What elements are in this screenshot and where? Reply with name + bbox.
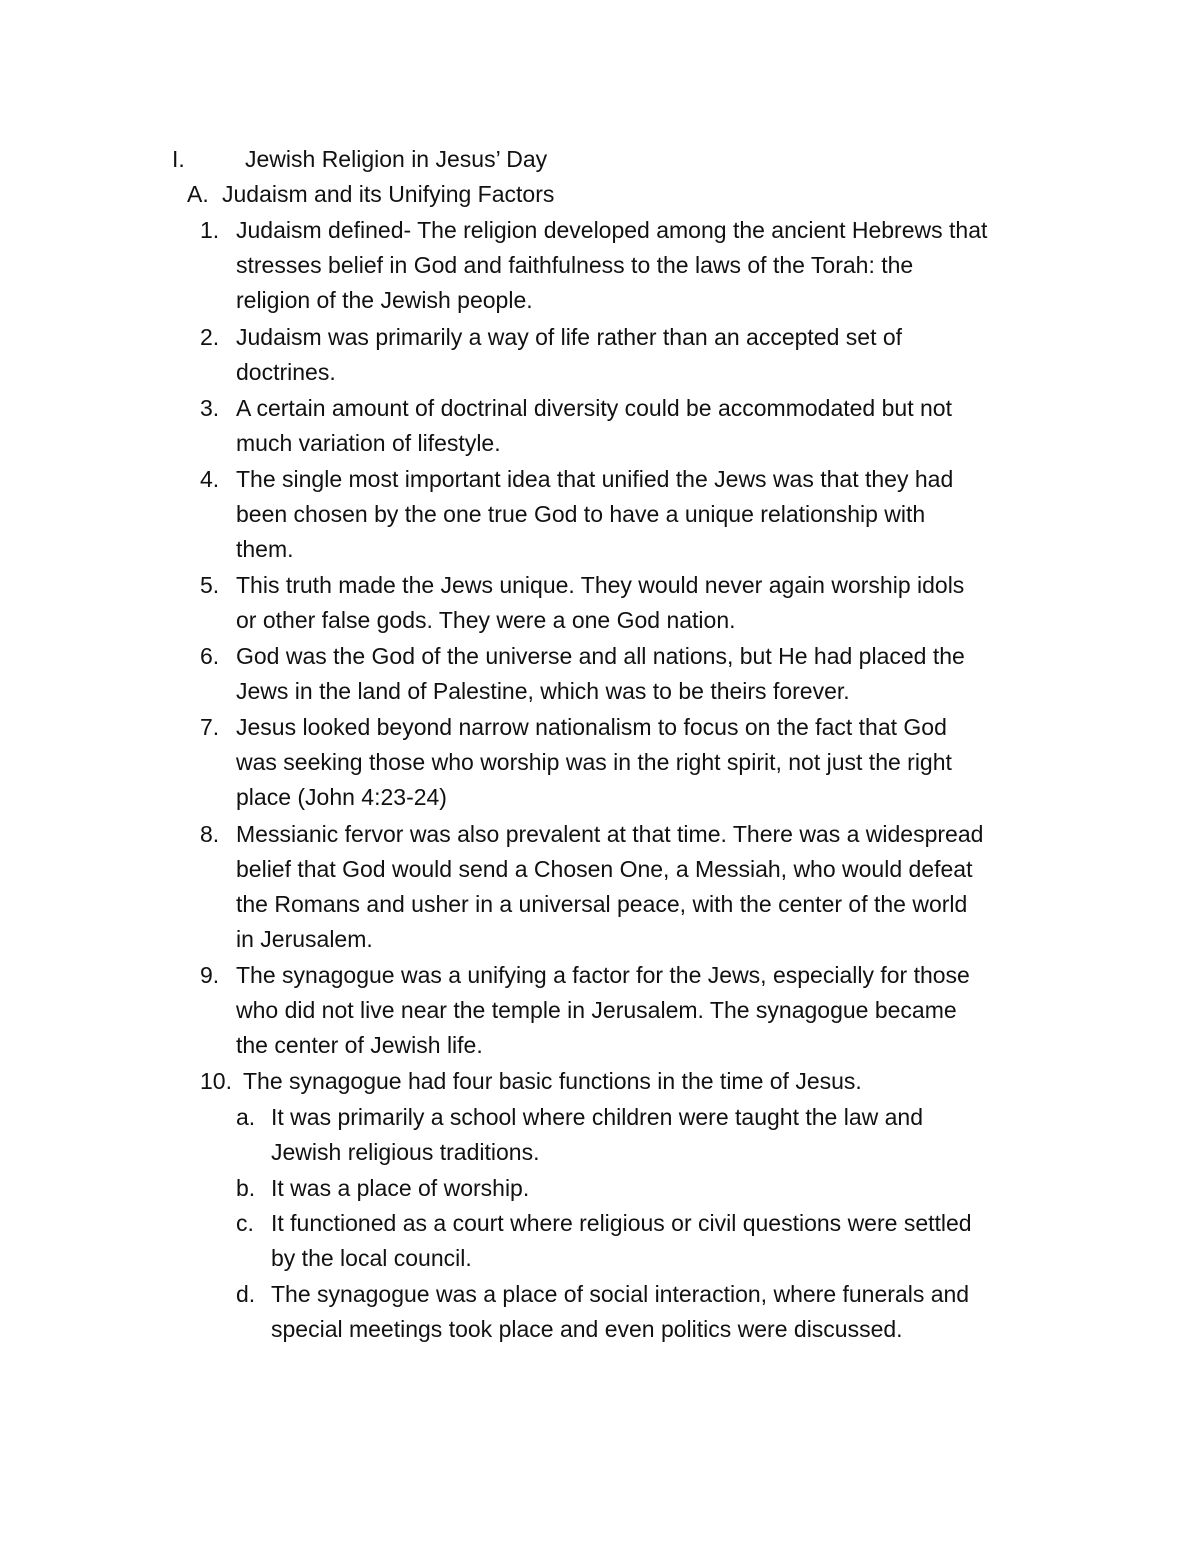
list-item-line: Judaism was primarily a way of life rather than an accepted set of <box>236 324 903 350</box>
list-item-line: the center of Jewish life. <box>236 1032 483 1058</box>
list-item-line: A certain amount of doctrinal diversity could be accommodated but not <box>236 395 952 421</box>
list-item-line: was seeking those who worship was in the right spirit, not just the right <box>236 749 952 775</box>
list-item-marker: 1. <box>200 217 220 243</box>
sub-item-marker: c. <box>236 1210 254 1236</box>
list-item-line: This truth made the Jews unique. They would never again worship idols <box>236 572 965 598</box>
list-item-marker: 7. <box>200 714 220 740</box>
list-item-line: God was the God of the universe and all nations, but He had placed the <box>236 643 965 669</box>
sub-item-line: It functioned as a court where religious or civil questions were settled <box>271 1210 972 1236</box>
list-item-marker: 6. <box>200 643 220 669</box>
list-item-marker: 4. <box>200 466 220 492</box>
sub-item-line: special meetings took place and even politics were discussed. <box>271 1316 903 1342</box>
section-heading: Jewish Religion in Jesus’ Day <box>245 146 548 172</box>
sub-item-marker: b. <box>236 1175 256 1201</box>
list-item-line: Judaism defined- The religion developed among the ancient Hebrews that <box>236 217 988 243</box>
sub-item-line: Jewish religious traditions. <box>271 1139 540 1165</box>
sub-item-line: by the local council. <box>271 1245 472 1271</box>
list-item-marker: 5. <box>200 572 220 598</box>
list-item-line: The synagogue was a unifying a factor for the Jews, especially for those <box>236 962 970 988</box>
subsection-marker: A. <box>187 181 209 207</box>
list-item-line: stresses belief in God and faithfulness to the laws of the Torah: the <box>236 252 914 278</box>
list-item-line: Messianic fervor was also prevalent at that time. There was a widespread <box>236 821 984 847</box>
list-item-line: much variation of lifestyle. <box>236 430 501 456</box>
list-item-marker: 2. <box>200 324 220 350</box>
sub-item-line: It was a place of worship. <box>271 1175 530 1201</box>
list-item-line: been chosen by the one true God to have a unique relationship with <box>236 501 926 527</box>
list-item-line: doctrines. <box>236 359 336 385</box>
sub-item-marker: a. <box>236 1104 256 1130</box>
list-item-line: The single most important idea that unified the Jews was that they had <box>236 466 954 492</box>
list-item-line: the Romans and usher in a universal peace, with the center of the world <box>236 891 968 917</box>
list-item-line: religion of the Jewish people. <box>236 287 533 313</box>
list-item-line: belief that God would send a Chosen One, a Messiah, who would defeat <box>236 856 973 882</box>
subsection-heading: Judaism and its Unifying Factors <box>222 181 555 207</box>
list-item-line: Jews in the land of Palestine, which was to be theirs forever. <box>236 678 850 704</box>
sub-item-line: The synagogue was a place of social interaction, where funerals and <box>271 1281 970 1307</box>
sub-item-line: It was primarily a school where children were taught the law and <box>271 1104 923 1130</box>
list-item-marker: 3. <box>200 395 220 421</box>
list-item-line: who did not live near the temple in Jerusalem. The synagogue became <box>236 997 957 1023</box>
sub-item-marker: d. <box>236 1281 256 1307</box>
list-item-marker: 9. <box>200 962 220 988</box>
list-item-line: place (John 4:23-24) <box>236 784 447 810</box>
list-item-marker: 8. <box>200 821 220 847</box>
list-item-line: in Jerusalem. <box>236 926 373 952</box>
roman-numeral-marker: I. <box>172 146 185 172</box>
list-item-line: The synagogue had four basic functions in the time of Jesus. <box>243 1068 862 1094</box>
list-item-line: or other false gods. They were a one God nation. <box>236 607 736 633</box>
list-item-line: them. <box>236 536 294 562</box>
list-item-line: Jesus looked beyond narrow nationalism to focus on the fact that God <box>236 714 947 740</box>
list-item-marker: 10. <box>200 1068 232 1094</box>
